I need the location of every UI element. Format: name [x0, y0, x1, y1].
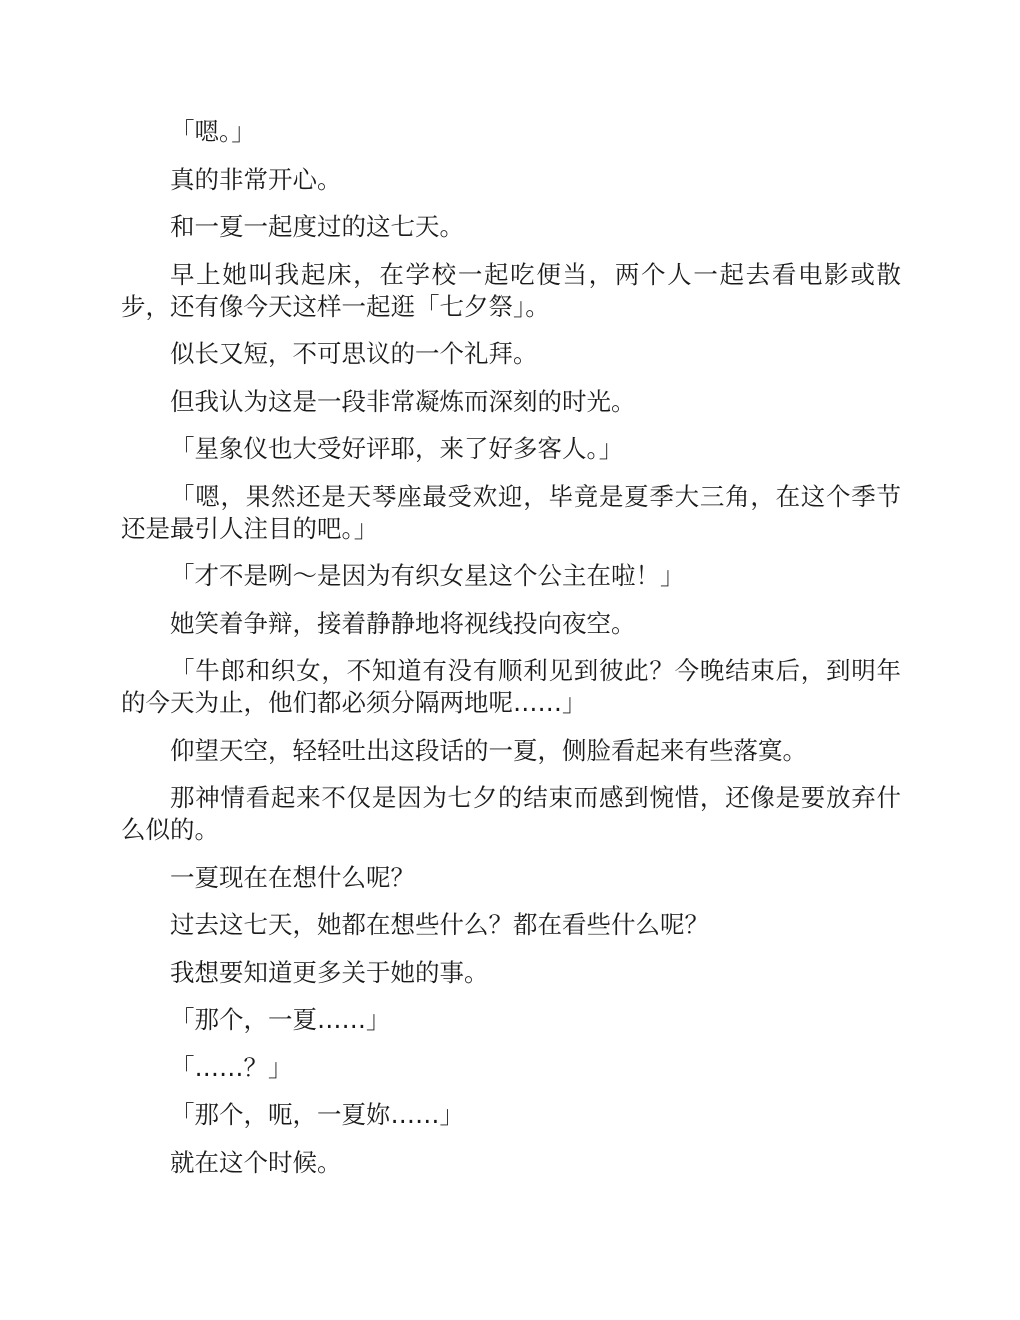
- paragraph: 和一夏一起度过的这七天。: [170, 212, 464, 241]
- paragraph: 仰望天空，轻轻吐出这段话的一夏，侧脸看起来有些落寞。: [170, 735, 807, 765]
- paragraph: 我想要知道更多关于她的事。: [170, 957, 489, 987]
- paragraph: 就在这个时候。: [170, 1147, 342, 1177]
- paragraph: 「嗯，果然还是天琴座最受欢迎，毕竟是夏季大三角，在这个季节还是最引人注目的吧。」: [121, 481, 901, 543]
- paragraph: 过去这七天，她都在想些什么？都在看些什么呢？: [170, 910, 709, 939]
- document-page: [121, 116, 901, 1194]
- paragraph: 一夏现在在想什么呢？: [170, 862, 415, 892]
- paragraph: 「……？」: [170, 1052, 293, 1082]
- paragraph: 「星象仪也大受好评耶，来了好多客人。」: [170, 434, 624, 463]
- paragraph: 「牛郎和织女，不知道有没有顺利见到彼此？今晚结束后，到明年的今天为止，他们都必须分隔两地呢……」: [121, 656, 901, 717]
- paragraph: 她笑着争辩，接着静静地将视线投向夜空。: [170, 608, 636, 638]
- paragraph: 「那个，一夏……」: [170, 1005, 391, 1034]
- paragraph: 真的非常开心。: [170, 164, 342, 194]
- paragraph: 那神情看起来不仅是因为七夕的结束而感到惋惜，还像是要放弃什么似的。: [121, 783, 901, 844]
- paragraph: 但我认为这是一段非常凝炼而深刻的时光。: [170, 386, 636, 416]
- paragraph: 早上她叫我起床，在学校一起吃便当，两个人一起去看电影或散步，还有像今天这样一起逛「七夕祭」。: [121, 259, 901, 321]
- paragraph: 「才不是咧～是因为有织女星这个公主在啦！」: [170, 561, 685, 590]
- paragraph: 「嗯。」: [170, 117, 256, 146]
- paragraph: 似长又短，不可思议的一个礼拜。: [170, 339, 538, 368]
- paragraph: 「那个，呃，一夏妳……」: [170, 1100, 464, 1129]
